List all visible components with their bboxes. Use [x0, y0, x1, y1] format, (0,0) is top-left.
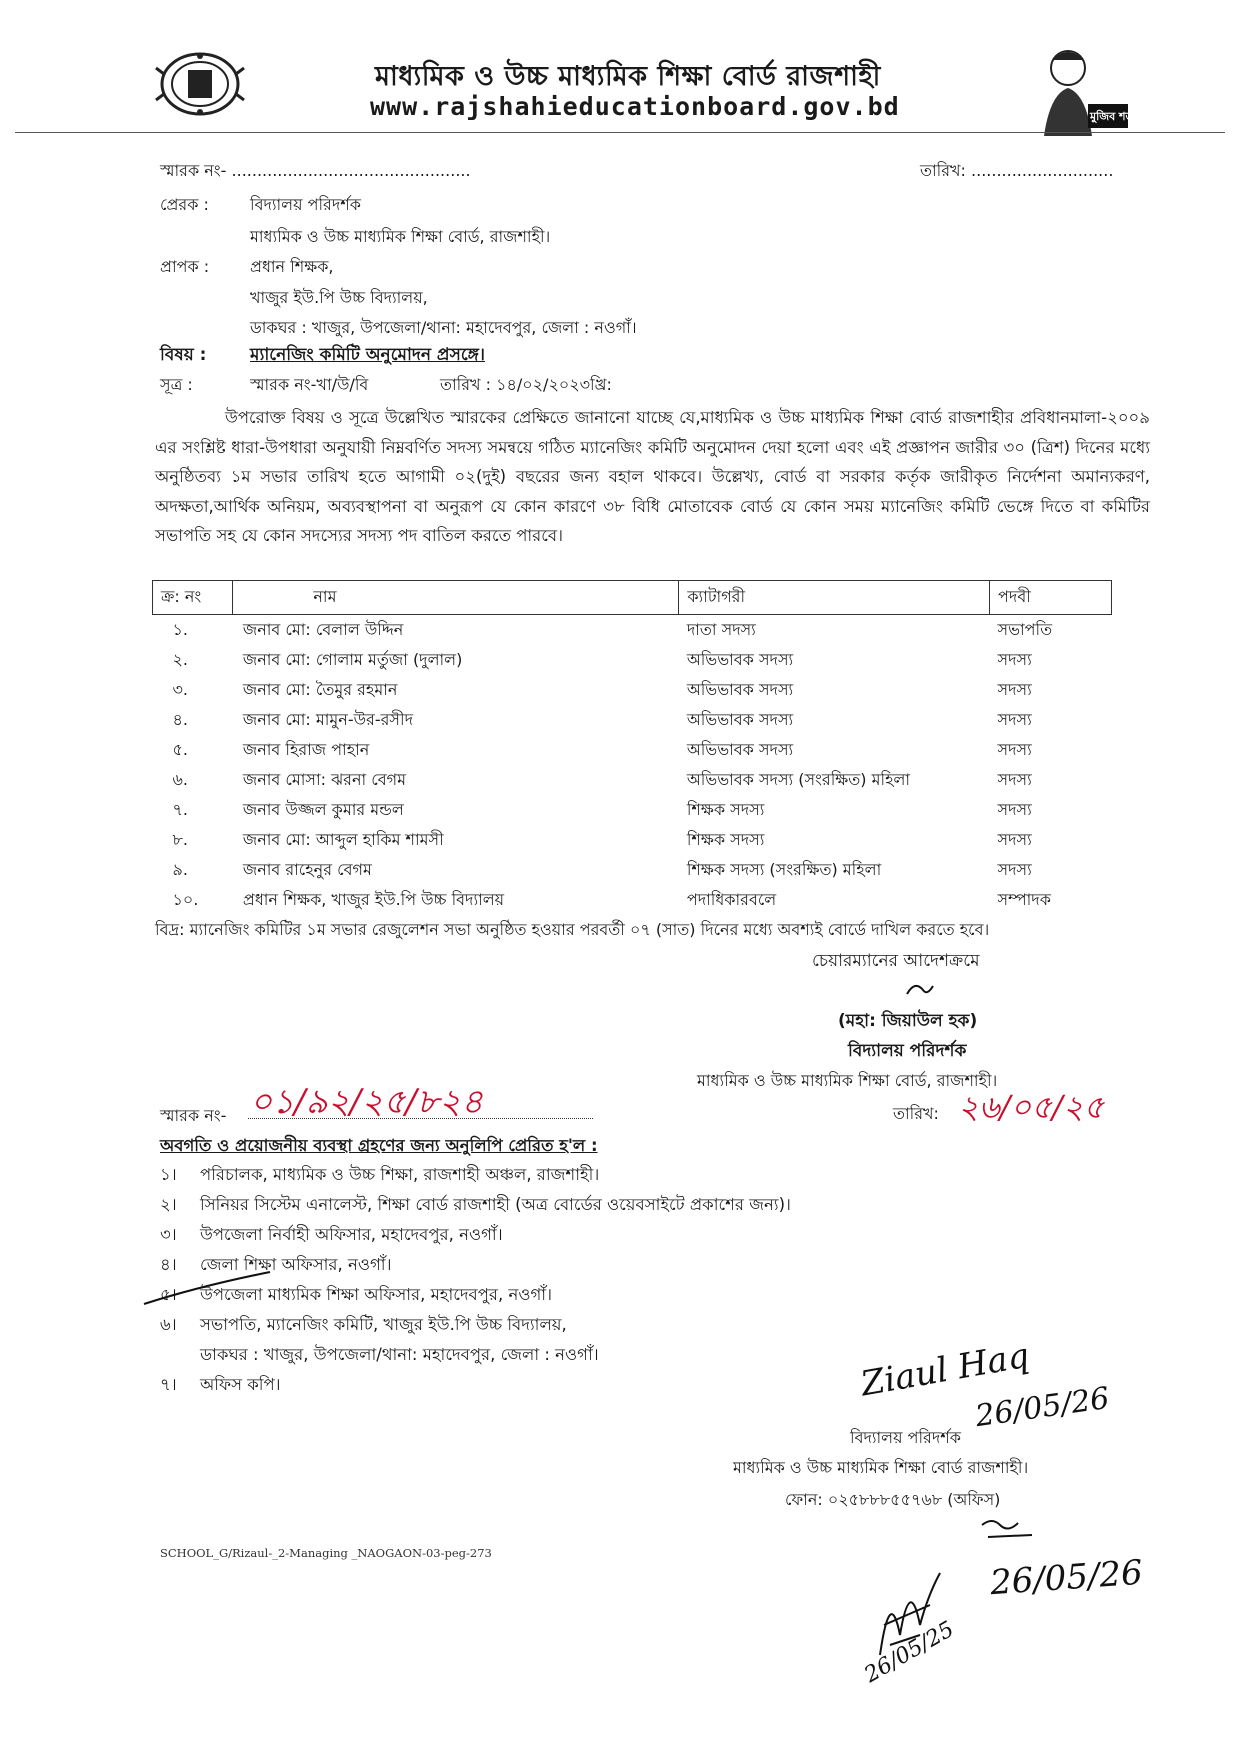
- board-website-link[interactable]: www.rajshahieducationboard.gov.bd: [370, 92, 900, 121]
- initial-mark: [905, 978, 935, 1006]
- sender-line2: মাধ্যমিক ও উচ্চ মাধ্যমিক শিক্ষা বোর্ড, রাজশাহী।: [250, 227, 551, 246]
- cell-serial: ৭.: [172, 799, 188, 819]
- list-item: [160, 1370, 791, 1400]
- cell-serial: ৬.: [172, 769, 188, 789]
- recipient-line1: প্রধান শিক্ষক,: [250, 257, 334, 276]
- board-logo: [150, 48, 250, 120]
- handwritten-signature: Ziaul Haq: [857, 1335, 1033, 1405]
- reference-label: সূত্র :: [160, 375, 193, 394]
- reference-text: স্মারক নং-খা/উ/বি: [250, 375, 369, 394]
- cell-name: জনাব মো: বেলাল উদ্দিন: [242, 619, 404, 639]
- list-text: উপজেলা নির্বাহী অফিসার, মহাদেবপুর, নওগাঁ।: [200, 1225, 503, 1244]
- cell-position: সদস্য: [997, 649, 1032, 669]
- committee-table: [152, 580, 1112, 915]
- cell-serial: ৩.: [172, 679, 188, 699]
- cell-serial: ১০.: [172, 889, 199, 909]
- header-serial: ক্র: নং: [153, 581, 233, 615]
- cell-position: সদস্য: [997, 739, 1032, 759]
- list-item: [160, 1310, 791, 1340]
- signatory2-phone: ফোন: ০২৫৮৮৮৫৫৭৬৮ (অফিস): [785, 1490, 1001, 1509]
- list-number: ১।: [160, 1165, 177, 1184]
- cell-category: শিক্ষক সদস্য (সংরক্ষিত) মহিলা: [686, 859, 882, 879]
- header-divider: [15, 132, 1225, 133]
- cell-position: সদস্য: [997, 769, 1032, 789]
- list-number: ৬।: [160, 1315, 177, 1334]
- portrait-emblem: [1030, 38, 1146, 138]
- table-row: [153, 795, 1112, 825]
- footer-path: SCHOOL_G/Rizaul-_2-Managing _NAOGAON-03-peg-273: [160, 1546, 492, 1560]
- signatory-designation: বিদ্যালয় পরিদর্শক: [848, 1041, 967, 1061]
- cell-name: জনাব মো: তৈমুর রহমান: [242, 679, 398, 699]
- list-item: [160, 1220, 791, 1250]
- cell-category: অভিভাবক সদস্য: [686, 739, 794, 759]
- table-row: [153, 675, 1112, 705]
- cell-name: জনাব মোসা: ঝরনা বেগম: [242, 769, 407, 789]
- logo-text: [150, 48, 151, 49]
- cell-name: জনাব হিরাজ পাহান: [242, 739, 370, 759]
- cell-category: অভিভাবক সদস্য: [686, 709, 794, 729]
- list-item: [160, 1190, 791, 1220]
- list-number: ৫।: [160, 1285, 177, 1304]
- list-text: পরিচালক, মাধ্যমিক ও উচ্চ শিক্ষা, রাজশাহী অঞ্চল, রাজশাহী।: [200, 1165, 600, 1184]
- cell-category: পদাধিকারবলে: [686, 889, 777, 909]
- memo-label: স্মারক নং-: [160, 161, 227, 180]
- cell-serial: ৫.: [172, 739, 188, 759]
- note-text: বিদ্র: ম্যানেজিং কমিটির ১ম সভার রেজুলেশন সভা অনুষ্ঠিত হওয়ার পরবর্তী ০৭ (সাত) দিনের মধ্যে অবশ্যই বোর্ডে দাখিল করতে হবে।: [155, 920, 990, 939]
- recipient-label: প্রাপক :: [160, 257, 210, 276]
- table-header-row: [153, 581, 1112, 615]
- cell-position: সদস্য: [997, 829, 1032, 849]
- cell-name: জনাব উজ্জল কুমার মন্ডল: [242, 799, 404, 819]
- header-category: ক্যাটাগরী: [679, 581, 990, 615]
- reference-date: তারিখ : ১৪/০২/২০২৩খ্রি:: [440, 375, 612, 394]
- list-text: উপজেলা মাধ্যমিক শিক্ষা অফিসার, মহাদেবপুর, নওগাঁ।: [200, 1285, 552, 1304]
- list-item: [160, 1340, 791, 1370]
- recipient-line3: ডাকঘর : খাজুর, উপজেলা/থানা: মহাদেবপুর, জেলা : নওগাঁ।: [250, 318, 637, 337]
- cell-category: শিক্ষক সদস্য: [686, 799, 765, 819]
- cell-position: সদস্য: [997, 709, 1032, 729]
- table-row: [153, 765, 1112, 795]
- list-number: ৪।: [160, 1255, 177, 1274]
- copy-heading: অবগতি ও প্রয়োজনীয় ব্যবস্থা গ্রহণের জন্য অনুলিপি প্রেরিত হ'ল :: [160, 1136, 598, 1155]
- body-paragraph: উপরোক্ত বিষয় ও সূত্রে উল্লেখিত স্মারকের প্রেক্ষিতে জানানো যাচ্ছে যে,মাধ্যমিক ও উচ্চ মাধ্যমিক শিক্ষা বোর্ড রাজশাহীর প্রবিধানমালা-২০০৯ এর সংশ্লিষ্ট ধারা-উপধারা অনুযায়ী নিম্নবর্ণিত সদস্য সমন্বয়ে গঠিত ম্যানেজিং কমিটি অনুমোদন দেয়া হলো এবং এই প্রজ্ঞাপন জারীর ৩০ (ত্রিশ) দিনের মধ্যে অনুষ্ঠিতব্য ১ম সভার তারিখ হতে আগামী ০২(দুই) বছরের জন্য বহাল থাকবে। উল্লেখ্য, বোর্ড বা সরকার কর্তৃক জারীকৃত নির্দেশনা অমান্যকরণ, অদক্ষতা,আর্থিক অনিয়ম, অব্যবস্থাপনা বা অনুরূপ যে কোন কারণে ৩৮ বিধি মোতাবেক বোর্ড যে কোন সময় ম্যানেজিং কমিটি ভেঙ্গে দিতে বা কমিটির সভাপতি সহ যে কোন সদস্যের সদস্য পদ বাতিল করতে পারবে।: [155, 408, 1150, 545]
- memo2-handwritten-date: ২৬/০৫/২৫: [958, 1088, 1105, 1126]
- date-blank: ............................: [971, 161, 1114, 180]
- cell-category: দাতা সদস্য: [686, 619, 756, 639]
- sender-line1: বিদ্যালয় পরিদর্শক: [250, 195, 361, 214]
- cell-name: প্রধান শিক্ষক, খাজুর ইউ.পি উচ্চ বিদ্যালয়: [242, 889, 505, 909]
- sender-label: প্রেরক :: [160, 195, 209, 214]
- handwritten-date-3: 26/05/25: [860, 1616, 959, 1689]
- cell-name: জনাব মো: মামুন-উর-রসীদ: [242, 709, 413, 729]
- recipient-line2: খাজুর ইউ.পি উচ্চ বিদ্যালয়,: [250, 288, 428, 307]
- memo2-label: স্মারক নং-: [160, 1106, 227, 1125]
- signatory-office: মাধ্যমিক ও উচ্চ মাধ্যমিক শিক্ষা বোর্ড, রাজশাহী।: [697, 1071, 998, 1090]
- date-label: তারিখ:: [920, 161, 966, 180]
- date-line: [920, 158, 1113, 185]
- list-text: সিনিয়র সিস্টেম এনালেস্ট, শিক্ষা বোর্ড রাজশাহী (অত্র বোর্ডের ওয়েবসাইটে প্রকাশের জন্য)।: [200, 1195, 791, 1214]
- handwritten-signature-date: 26/05/26: [973, 1380, 1112, 1435]
- cell-position: সদস্য: [997, 679, 1032, 699]
- pen-mark: [140, 1268, 280, 1308]
- initial-mark-2: [978, 1515, 1038, 1545]
- cell-name: জনাব রাহেনুর বেগম: [242, 859, 372, 879]
- list-number: ২।: [160, 1195, 177, 1214]
- table-row: [153, 645, 1112, 675]
- list-item: [160, 1160, 791, 1190]
- portrait-text: মুজিব শতবর্ষ: [1090, 110, 1146, 123]
- table-row: [153, 885, 1112, 915]
- subject-label: বিষয় :: [160, 345, 207, 365]
- cell-position: সদস্য: [997, 799, 1032, 819]
- cell-position: সভাপতি: [997, 619, 1053, 639]
- order-text: চেয়ারম্যানের আদেশক্রমে: [812, 951, 980, 971]
- cell-serial: ৯.: [172, 859, 188, 879]
- cell-serial: ২.: [172, 649, 188, 669]
- table-row: [153, 855, 1112, 885]
- table-row: [153, 615, 1112, 646]
- header-position: পদবী: [990, 581, 1112, 615]
- list-text: ডাকঘর : খাজুর, উপজেলা/থানা: মহাদেবপুর, জেলা : নওগাঁ।: [200, 1345, 599, 1364]
- list-number: ৩।: [160, 1225, 177, 1244]
- signatory2-designation: বিদ্যালয় পরিদর্শক: [850, 1428, 961, 1447]
- cell-serial: ১.: [172, 619, 188, 639]
- list-text: জেলা শিক্ষা অফিসার, নওগাঁ।: [200, 1255, 392, 1274]
- cell-category: অভিভাবক সদস্য (সংরক্ষিত) মহিলা: [686, 769, 911, 789]
- memo2-handwritten-number: ০১/৯২/২৫/৮২৪: [250, 1082, 484, 1122]
- memo2-date-label: তারিখ:: [893, 1104, 939, 1123]
- signatory-name: (মহা: জিয়াউল হক): [838, 1011, 978, 1031]
- list-number: ৭।: [160, 1375, 177, 1394]
- memo-number-blank: ...............................................: [231, 161, 471, 180]
- cell-name: জনাব মো: আব্দুল হাকিম শামসী: [242, 829, 444, 849]
- board-title: মাধ্যমিক ও উচ্চ মাধ্যমিক শিক্ষা বোর্ড রাজশাহী: [375, 61, 881, 92]
- cell-name: জনাব মো: গোলাম মর্তুজা (দুলাল): [242, 649, 463, 669]
- list-text: অফিস কপি।: [200, 1375, 281, 1394]
- header-name: নাম: [233, 581, 679, 615]
- cell-serial: ৪.: [172, 709, 188, 729]
- table-row: [153, 825, 1112, 855]
- list-text: সভাপতি, ম্যানেজিং কমিটি, খাজুর ইউ.পি উচ্চ বিদ্যালয়,: [200, 1315, 567, 1334]
- cell-serial: ৮.: [172, 829, 188, 849]
- cell-category: শিক্ষক সদস্য: [686, 829, 765, 849]
- subject-text: ম্যানেজিং কমিটি অনুমোদন প্রসঙ্গে।: [250, 345, 485, 365]
- table-row: [153, 705, 1112, 735]
- memo-line: [160, 158, 471, 185]
- cell-category: অভিভাবক সদস্য: [686, 679, 794, 699]
- cell-category: অভিভাবক সদস্য: [686, 649, 794, 669]
- table-row: [153, 735, 1112, 765]
- cell-position: সদস্য: [997, 859, 1032, 879]
- cell-position: সম্পাদক: [997, 889, 1051, 909]
- handwritten-date-2: 26/05/26: [988, 1552, 1144, 1604]
- signatory2-office: মাধ্যমিক ও উচ্চ মাধ্যমিক শিক্ষা বোর্ড রাজশাহী।: [733, 1458, 1029, 1477]
